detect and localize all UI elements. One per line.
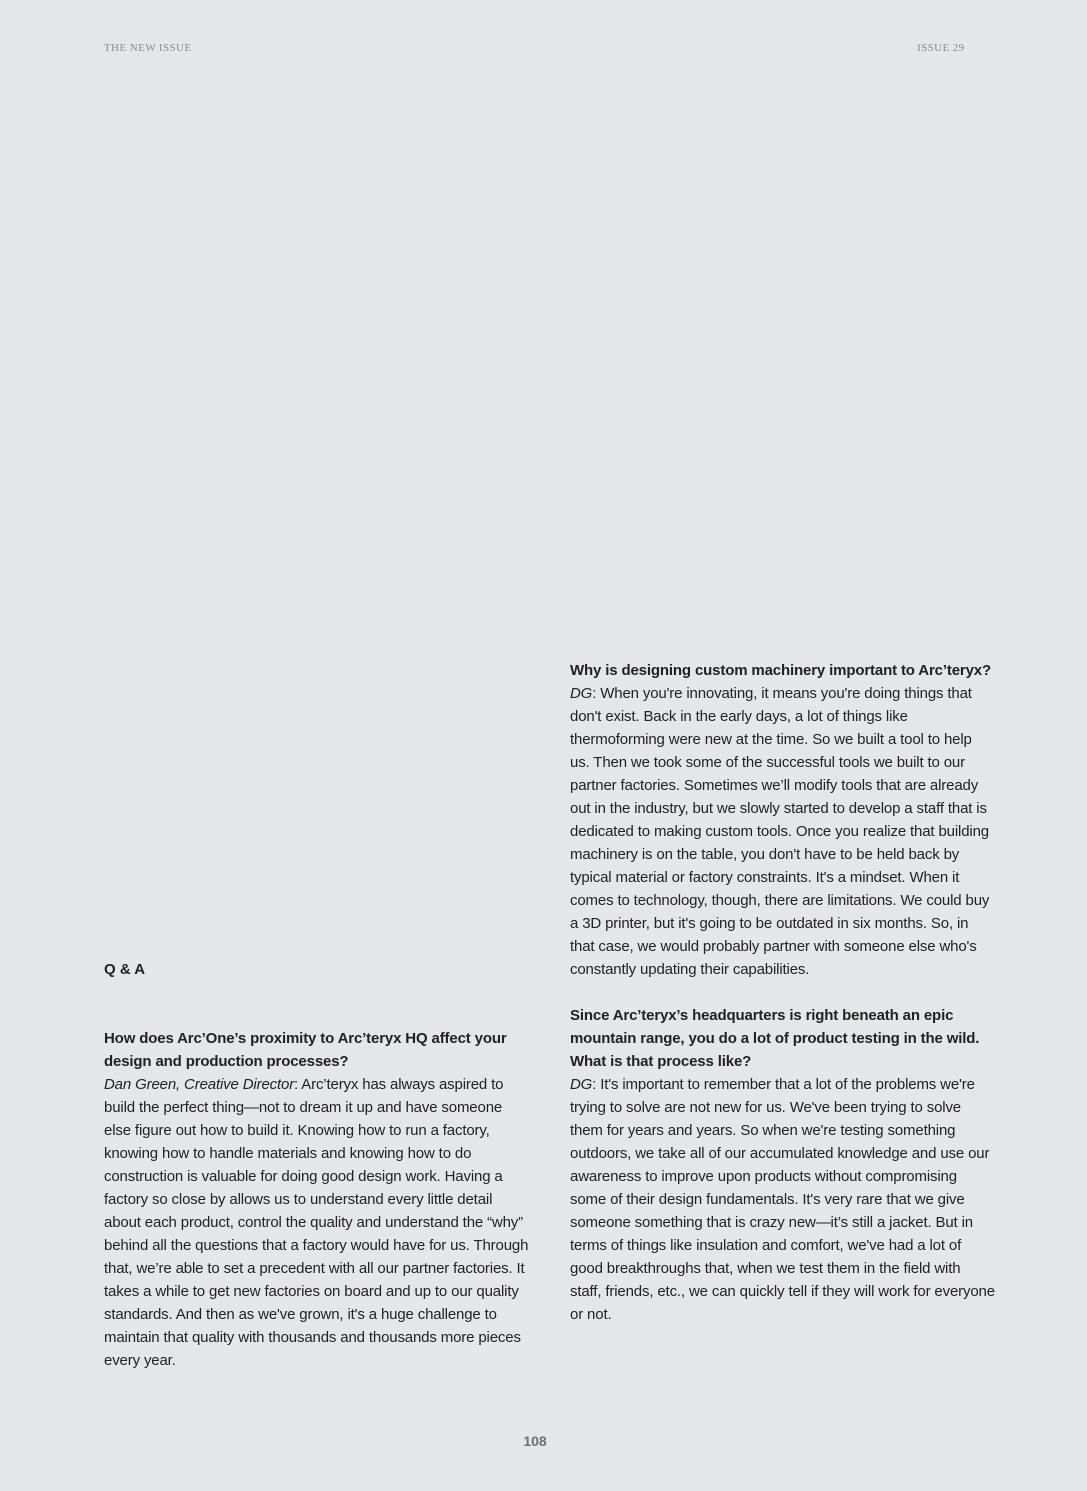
answer-1-speaker: Dan Green, Creative Director bbox=[104, 1076, 295, 1093]
section-label: Q & A bbox=[104, 961, 146, 978]
answer-2 bbox=[570, 682, 995, 981]
right-column bbox=[570, 659, 995, 1326]
answer-3-text: : It's important to remember that a lot of the problems we're trying to solve are not new for us. We've been trying to solve them for years and years. So when we're testing something outdoors, we take all of our accumulated knowledge and use our awareness to improve upon products without compromising some of their design fundamentals. It's very rare that we give someone something that is crazy new—it’s still a jacket. But in terms of things like insulation and comfort, we've had a lot of good breakthroughs that, when we test them in the field with staff, friends, etc., we can quickly tell if they will work for everyone or not. bbox=[570, 1076, 995, 1323]
paragraph-spacer bbox=[570, 981, 995, 1004]
left-column bbox=[104, 1027, 529, 1372]
running-head-publication: THE NEW ISSUE bbox=[104, 42, 192, 54]
answer-2-speaker: DG bbox=[570, 685, 593, 702]
question-3: Since Arc’teryx’s headquarters is right beneath an epic mountain range, you do a lot of product testing in the wild. What is that process like? bbox=[570, 1007, 980, 1070]
question-2: Why is designing custom machinery important to Arc’teryx? bbox=[570, 662, 991, 679]
answer-1 bbox=[104, 1073, 529, 1372]
answer-3 bbox=[570, 1073, 995, 1326]
running-head-issue: ISSUE 29 bbox=[917, 42, 965, 54]
page-number: 108 bbox=[523, 1433, 547, 1449]
answer-1-text: : Arc’teryx has always aspired to build the perfect thing—not to dream it up and have someone else figure out how to build it. Knowing how to run a factory, knowing how to handle materials and knowing how to do construction is valuable for doing good design work. Having a factory so close by allows us to understand every little detail about each product, control the quality and understand the “why” behind all the questions that a factory would have for us. Through that, we’re able to set a precedent with all our partner factories. It takes a while to get new factories on board and up to our quality standards. And then as we've grown, it's a huge challenge to maintain that quality with thousands and thousands more pieces every year. bbox=[104, 1076, 529, 1369]
answer-3-speaker: DG bbox=[570, 1076, 593, 1093]
answer-2-text: : When you're innovating, it means you're doing things that don't exist. Back in the early days, a lot of things like thermoforming were new at the time. So we built a tool to help us. Then we took some of the successful tools we built to our partner factories. Sometimes we’ll modify tools that are already out in the industry, but we slowly started to develop a staff that is dedicated to making custom tools. Once you realize that building machinery is on the table, you don't have to be held back by typical material or factory constraints. It's a mindset. When it comes to technology, though, there are limitations. We could buy a 3D printer, but it's going to be outdated in six months. So, in that case, we would probably partner with someone else who's constantly updating their capabilities. bbox=[570, 685, 990, 978]
question-1: How does Arc’One’s proximity to Arc’teryx HQ affect your design and production processes? bbox=[104, 1030, 507, 1070]
